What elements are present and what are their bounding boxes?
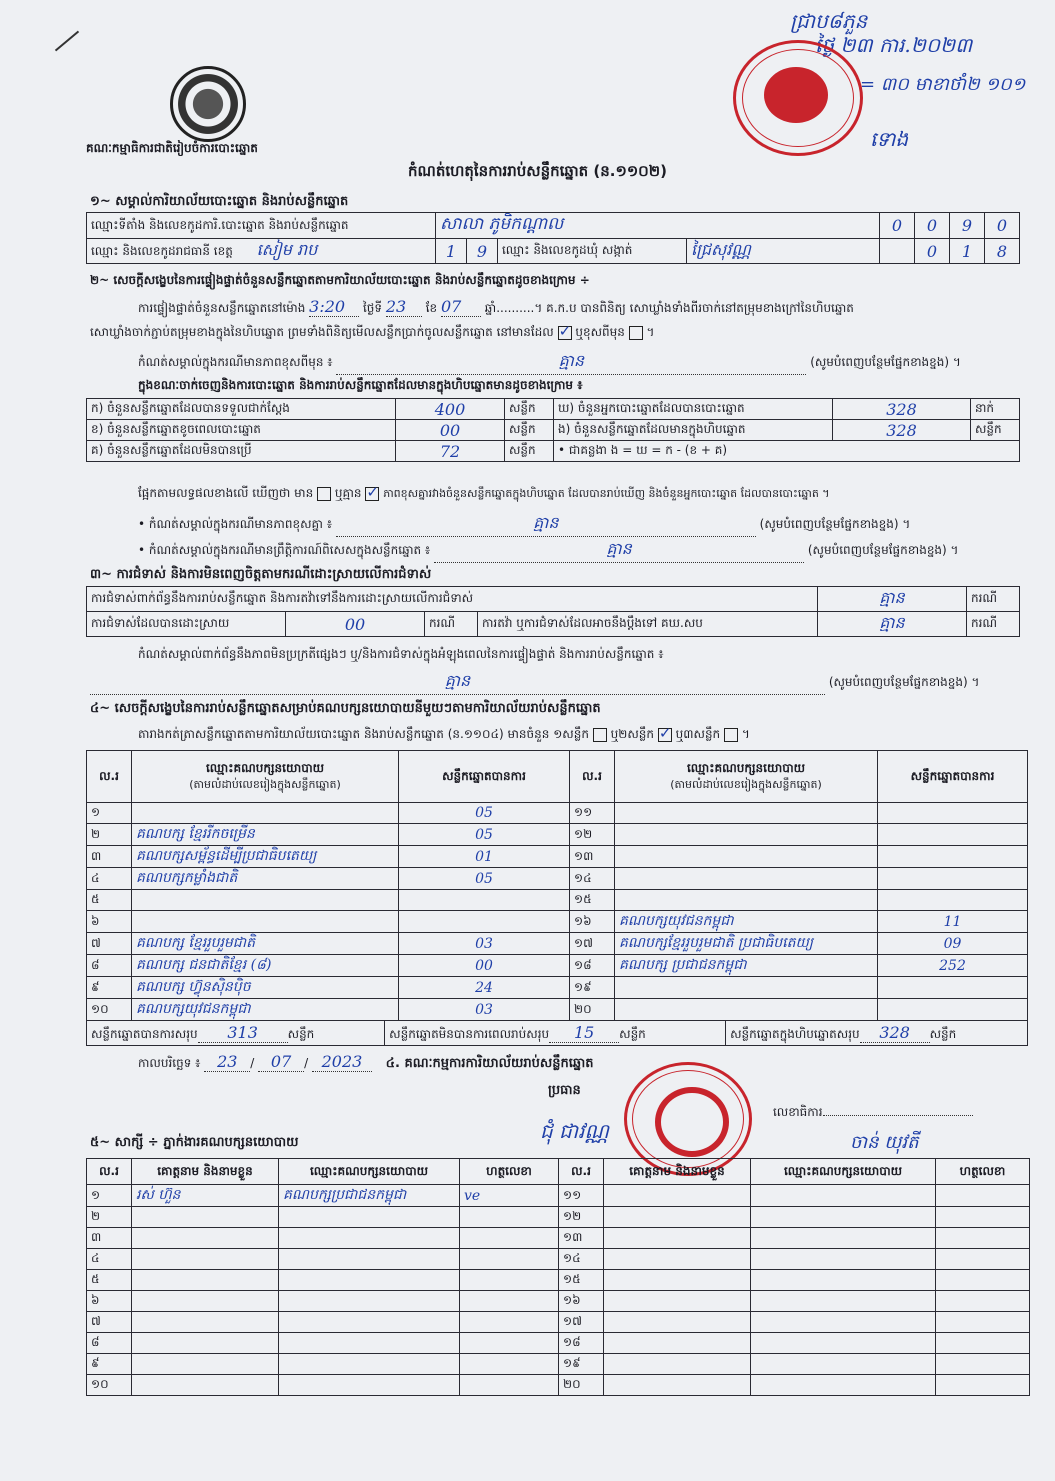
- party-name: [615, 803, 878, 824]
- witness-party: [751, 1312, 936, 1333]
- witness-name: [132, 1291, 279, 1312]
- party-votes: [399, 911, 570, 933]
- party-no: ១២: [570, 824, 615, 846]
- party-no: ១៨: [570, 955, 615, 977]
- witness-name: [604, 1375, 751, 1396]
- witness-party: [279, 1249, 460, 1270]
- secretary-signature: ចាន់ យុវតី: [850, 1132, 919, 1153]
- party-no: ១៩: [570, 977, 615, 999]
- party-no: ២: [87, 824, 132, 846]
- witness-no: ១: [87, 1185, 132, 1207]
- witness-party: [279, 1333, 460, 1354]
- witness-no: ៥: [87, 1270, 132, 1291]
- location-code-4: 0: [985, 213, 1020, 239]
- witness-signature: [936, 1228, 1030, 1249]
- party-votes: 05: [399, 803, 570, 824]
- witness-signature: [936, 1312, 1030, 1333]
- three-sheets-checkbox[interactable]: [724, 728, 738, 742]
- party-no: ១៣: [570, 846, 615, 868]
- box-ballots-value: 328: [833, 420, 971, 441]
- witness-signature: [460, 1207, 559, 1228]
- section-3-note-value: គ្មាន: [90, 670, 825, 695]
- witness-no: ៣: [87, 1228, 132, 1249]
- party-votes: 01: [399, 846, 570, 868]
- witness-no: ២០: [559, 1375, 604, 1396]
- location-code-2: 0: [915, 213, 950, 239]
- witness-signature: [936, 1291, 1030, 1312]
- table-row: [87, 890, 1028, 911]
- witness-name: [604, 1207, 751, 1228]
- received-ballots-label: ក) ចំនួនសន្លឹកឆ្នោតដែលបានទទួលជាក់ស្តែង: [87, 399, 396, 420]
- section-2-line-1: ការផ្ទៀងផ្ទាត់ចំនួនសន្លឹកឆ្នោតនៅម៉ោង 3:20 ថ្ងៃទី 23 ខែ 07 ឆ្នាំ..........។ គ.ក.ប បានពិនិត្យ សោឃ្លាំងទាំងពីរចាក់នៅតម្រុមខាងក្រៅនៃហិបឆ្នោត: [138, 297, 854, 316]
- witness-no: ៩: [87, 1354, 132, 1375]
- table-row: [87, 1375, 1030, 1396]
- party-votes: [878, 846, 1028, 868]
- party-votes: [878, 868, 1028, 890]
- table-row: [87, 868, 1028, 890]
- witness-signature: [460, 1333, 559, 1354]
- party-no: ៦: [87, 911, 132, 933]
- handwritten-note-4: ទោង: [870, 127, 909, 151]
- witness-name: [132, 1270, 279, 1291]
- section-2-line-2: សោឃ្លាំងចាក់ភ្ជាប់តម្រុមខាងក្នុងនៃហិបឆ្នោត ព្រមទាំងពិនិត្យមើលសន្លឹកប្រាក់ចូលសន្លឹកឆ្នោត នៅមានដែល ✓ ឬខុសពីមុន ។: [90, 324, 654, 342]
- witness-no: ១៤: [559, 1249, 604, 1270]
- party-name: [615, 868, 878, 890]
- resolved-value: 00: [286, 612, 425, 637]
- party-name: គណបក្ស ខ្មែររីកចម្រើន: [132, 824, 399, 846]
- party-votes: [878, 890, 1028, 911]
- party-no: ១១: [570, 803, 615, 824]
- received-ballots-value: 400: [396, 399, 505, 420]
- province-label: ឈ្មោះ និងលេខកូដរាជធានី ខេត្ត សៀម រាប: [87, 239, 436, 264]
- witness-signature: [460, 1312, 559, 1333]
- two-sheets-checkbox[interactable]: [658, 728, 672, 742]
- difference-note-value: គ្មាន: [336, 512, 756, 537]
- witness-signature: [936, 1185, 1030, 1207]
- emblem-icon: [170, 66, 246, 142]
- party-no: ៩: [87, 977, 132, 999]
- witness-signature: [460, 1228, 559, 1249]
- party-votes: [399, 890, 570, 911]
- witness-no: ១៩: [559, 1354, 604, 1375]
- party-votes: [878, 999, 1028, 1021]
- commune-code-1: 0: [915, 239, 950, 264]
- witness-party: [279, 1291, 460, 1312]
- witness-signature: [936, 1354, 1030, 1375]
- witness-no: ២: [87, 1207, 132, 1228]
- party-name: គណបក្សខ្មែររួបរួមជាតិ ប្រជាធិបតេយ្យ: [615, 933, 878, 955]
- witness-name: [604, 1249, 751, 1270]
- table-row: [87, 977, 1028, 999]
- party-name: គណបក្សយុវជនកម្ពុជា: [132, 999, 399, 1021]
- table-row: [87, 1228, 1030, 1249]
- party-votes: 03: [399, 999, 570, 1021]
- box-ballots-label: ង) ចំនួនសន្លឹកឆ្នោតដែលមានក្នុងហិបឆ្នោត: [554, 420, 833, 441]
- witness-name: [604, 1291, 751, 1312]
- witness-name: រស់ ហ៊ួន: [132, 1185, 279, 1207]
- day-value: 23: [386, 297, 422, 317]
- date-day: 23: [204, 1052, 250, 1072]
- party-name: គណបក្ស ហ៊្វុនស៊ិនប៉ិច: [132, 977, 399, 999]
- witness-no: ១០: [87, 1375, 132, 1396]
- location-code-3: 9: [950, 213, 985, 239]
- witness-table: ល.រ គោត្តនាម និងនាមខ្លួន ឈ្មោះគណបក្សនយោបាយ ហត្ថលេខា ល.រ គោត្តនាម និងនាមខ្លួន ឈ្មោះគណបក្សនយោបាយ ហត្ថលេខា ១ រស់ ហ៊ួន គណបក្សប្រជាជនកម្ពុជា ve ១១ ២ ១២ ៣ ១៣ ៤ ១៤ ៥ ១៥ ៦ ១៦ ៧ ១៧ ៨ ១៨ ៩ ១៩ ១០ ២០: [86, 1158, 1030, 1396]
- section-2-result: ផ្អែកតាមលទ្ធផលខាងលើ ឃើញថា មាន ឬគ្មាន ✓ ភាពខុសគ្នារវាងចំនួនសន្លឹកឆ្នោតក្នុងហិបឆ្នោត ដែលបានរាប់ឃើញ និងចំនួនអ្នកបោះឆ្នោត ដែលបានបោះឆ្នោត ។: [138, 485, 830, 503]
- section-2-note-value: គ្មាន: [336, 350, 806, 375]
- party-name: [132, 911, 399, 933]
- witness-signature: [460, 1249, 559, 1270]
- party-name: [615, 846, 878, 868]
- witness-no: ៨: [87, 1333, 132, 1354]
- witness-name: [132, 1249, 279, 1270]
- party-votes: 252: [878, 955, 1028, 977]
- witness-party: [751, 1207, 936, 1228]
- commune-value: ជ្រៃសុវណ្ណ: [687, 239, 880, 264]
- handwritten-note-1: ជ្រាប៨ភួន: [790, 9, 868, 33]
- formula-label: • ជាគន្លងា ង = ឃ = ក - (ខ + គ): [554, 441, 1020, 462]
- witness-signature: [936, 1249, 1030, 1270]
- witness-name: [132, 1354, 279, 1375]
- party-no: ៥: [87, 890, 132, 911]
- date-month: 07: [258, 1052, 304, 1072]
- commune-code-2: 1: [950, 239, 985, 264]
- exception-note-value: គ្មាន: [434, 538, 804, 563]
- party-votes: 24: [399, 977, 570, 999]
- witness-signature: [936, 1333, 1030, 1354]
- table-row: [87, 1185, 1030, 1207]
- witness-signature: [460, 1354, 559, 1375]
- pen-mark: [55, 31, 79, 52]
- appeal-value: គ្មាន: [818, 612, 967, 637]
- witness-name: [604, 1228, 751, 1249]
- spoiled-ballots-label: ខ) ចំនួនសន្លឹកឆ្នោតខូចពេលបោះឆ្នោត: [87, 420, 396, 441]
- section-3-heading: ៣~ ការជំទាស់ និងការមិនពេញចិត្តតាមករណីដោះស្រាយលើការជំទាស់: [90, 567, 432, 582]
- handwritten-note-2: ថ្ងៃ ២៣ ការ.២០២៣: [815, 33, 973, 57]
- no-difference-checkbox[interactable]: [365, 487, 379, 501]
- party-votes: [878, 824, 1028, 846]
- official-seal-top: [733, 40, 863, 156]
- witness-no: ៦: [87, 1291, 132, 1312]
- location-label: ឈ្មោះទីតាំង និងលេខកូដការិ.បោះឆ្នោត និងរាប់សន្លឹកឆ្នោត: [87, 213, 436, 239]
- witness-party: គណបក្សប្រជាជនកម្ពុជា: [279, 1185, 460, 1207]
- one-sheet-checkbox[interactable]: [593, 728, 607, 742]
- commune-label: ឈ្មោះ និងលេខកូដឃុំ សង្កាត់: [498, 239, 687, 264]
- witness-no: ៤: [87, 1249, 132, 1270]
- unused-ballots-value: 72: [396, 441, 505, 462]
- chief-signature: ជុំ ជាវណ្ណ: [540, 1119, 609, 1143]
- party-name: [132, 803, 399, 824]
- seal-intact-checkbox[interactable]: [558, 326, 572, 340]
- table-row: [87, 911, 1028, 933]
- witness-no: ១១: [559, 1185, 604, 1207]
- party-votes: 09: [878, 933, 1028, 955]
- witness-party: [751, 1185, 936, 1207]
- witness-signature: [460, 1270, 559, 1291]
- party-name: [615, 977, 878, 999]
- party-name: [615, 824, 878, 846]
- party-name: គណបក្ស ប្រជាជនកម្ពុជា: [615, 955, 878, 977]
- witness-no: ១៥: [559, 1270, 604, 1291]
- party-name: គណបក្ស ខ្មែររួបរួមជាតិ: [132, 933, 399, 955]
- party-no: ៣: [87, 846, 132, 868]
- witness-name: [132, 1228, 279, 1249]
- witness-no: ១៧: [559, 1312, 604, 1333]
- witness-party: [279, 1375, 460, 1396]
- witness-party: [751, 1249, 936, 1270]
- witness-party: [751, 1354, 936, 1375]
- witness-signature: [936, 1270, 1030, 1291]
- party-no: ៧: [87, 933, 132, 955]
- witness-name: [604, 1333, 751, 1354]
- table-row: [87, 803, 1028, 824]
- chief-label: ប្រធាន: [548, 1083, 581, 1098]
- month-value: 07: [441, 297, 481, 317]
- party-name: គណបក្សយុវជនកម្ពុជា: [615, 911, 878, 933]
- section-2-heading: ២~ សេចក្ដីសង្ខេបនៃការផ្ទៀងផ្ទាត់ចំនួនសន្លឹកឆ្នោតតាមការិយាល័យបោះឆ្នោត និងរាប់សន្លឹកឆ្នោតដូចខាងក្រោម ÷: [90, 273, 590, 287]
- province-code-2: 9: [467, 239, 498, 264]
- witness-signature: [460, 1375, 559, 1396]
- section-1-table: [86, 212, 1020, 264]
- party-votes: 03: [399, 933, 570, 955]
- witness-party: [279, 1270, 460, 1291]
- total-box-value: 328: [860, 1023, 930, 1043]
- objection-label: ការជំទាស់ពាក់ព័ន្ធនឹងការរាប់សន្លឹកឆ្នោត និងការតវ៉ាទៅនឹងការដោះស្រាយលើការជំទាស់: [87, 587, 818, 612]
- witness-party: [751, 1291, 936, 1312]
- witness-signature: [460, 1291, 559, 1312]
- objection-table: ការជំទាស់ពាក់ព័ន្ធនឹងការរាប់សន្លឹកឆ្នោត និងការតវ៉ាទៅនឹងការដោះស្រាយលើការជំទាស់ គ្មាន ករណី ការជំទាស់ដែលបានដោះស្រាយ 00 ករណី ការតវ៉ា ឬការជំទាស់ដែលអាចនឹងប្ដឹងទៅ គឃ.សប គ្មាន ករណី: [86, 586, 1020, 637]
- location-code-1: 0: [880, 213, 915, 239]
- vote-totals-table: សន្លឹកឆ្នោតបានការសរុប 313 សន្លឹក សន្លឹកឆ្នោតមិនបានការពេលរាប់សរុប 15 សន្លឹក សន្លឹកឆ្នោតក្នុងហិបឆ្នោតសរុប 328 សន្លឹក: [86, 1020, 1028, 1046]
- table-row: [87, 846, 1028, 868]
- table-row: [87, 1333, 1030, 1354]
- party-no: ២០: [570, 999, 615, 1021]
- ballot-summary-table: ក) ចំនួនសន្លឹកឆ្នោតដែលបានទទួលជាក់ស្តែង 400 សន្លឹក ឃ) ចំនួនអ្នកបោះឆ្នោតដែលបានបោះឆ្នោត 328 នាក់ ខ) ចំនួនសន្លឹកឆ្នោតខូចពេលបោះឆ្នោត 00 សន្លឹក ង) ចំនួនសន្លឹកឆ្នោតដែលមានក្នុងហិបឆ្នោត 328 សន្លឹក គ) ចំនួនសន្លឹកឆ្នោតដែលមិនបានប្រើ 72 សន្លឹក • ជាគន្លងា ង = ឃ = ក - (ខ + គ): [86, 398, 1020, 462]
- witness-name: [604, 1185, 751, 1207]
- witness-name: [132, 1312, 279, 1333]
- party-no: ៨: [87, 955, 132, 977]
- party-name: គណបក្សកម្លាំងជាតិ: [132, 868, 399, 890]
- witness-party: [751, 1228, 936, 1249]
- witness-no: ១៦: [559, 1291, 604, 1312]
- witness-name: [132, 1333, 279, 1354]
- exception-note: • កំណត់សម្គាល់ក្នុងករណីមានព្រឹត្តិការណ៍ពិសេសក្នុងសន្លឹកឆ្នោត ៖ គ្មាន (សូមបំពេញបន្ថែមផ្នែកខាងខ្នង) ។: [138, 538, 1018, 563]
- table-row: [87, 1270, 1030, 1291]
- party-name: [615, 890, 878, 911]
- witness-name: [604, 1270, 751, 1291]
- org-name: គណៈកម្មាធិការជាតិរៀបចំការបោះឆ្នោត: [86, 141, 258, 155]
- party-votes: 05: [399, 868, 570, 890]
- witness-no: ១២: [559, 1207, 604, 1228]
- section-2-note: កំណត់សម្គាល់ក្នុងករណីមានភាពខុសពីមុន ៖ គ្មាន (សូមបំពេញបន្ថែមផ្នែកខាងខ្នង) ។: [138, 350, 1018, 375]
- party-no: ១៥: [570, 890, 615, 911]
- has-difference-checkbox[interactable]: [317, 487, 331, 501]
- table-row: [87, 1249, 1030, 1270]
- table-row: [87, 1207, 1030, 1228]
- date-year: 2023: [312, 1052, 372, 1072]
- appeal-label: ការតវ៉ា ឬការជំទាស់ដែលអាចនឹងប្ដឹងទៅ គឃ.សប: [478, 612, 818, 637]
- party-name: [132, 890, 399, 911]
- witness-signature: [936, 1375, 1030, 1396]
- form-title: កំណត់ហេតុនៃការរាប់សន្លឹកឆ្នោត (ន.១១០២): [408, 162, 668, 180]
- witness-no: ១៨: [559, 1333, 604, 1354]
- party-votes: [878, 803, 1028, 824]
- witness-party: [279, 1354, 460, 1375]
- section-4-intro: តារាងកត់ត្រាសន្លឹកឆ្នោតតាមការិយាល័យបោះឆ្នោត និងរាប់សន្លឹកឆ្នោត (ន.១១០៤) មានចំនួន ១សន្លឹក ឬ២សន្លឹក ✓ ឬ៣សន្លឹក ។: [138, 726, 750, 744]
- party-no: ១៧: [570, 933, 615, 955]
- section-5-heading: ៥~ សាក្សី ÷ ភ្នាក់ងារគណបក្សនយោបាយ: [90, 1135, 299, 1150]
- party-no: ១៦: [570, 911, 615, 933]
- witness-party: [751, 1375, 936, 1396]
- witness-no: ១៣: [559, 1228, 604, 1249]
- section-3-note: កំណត់សម្គាល់ពាក់ព័ន្ធនឹងភាពមិនប្រក្រតីផ្សេងៗ ឬ/និងការជំទាស់ក្នុងអំឡុងពេលនៃការផ្ទៀងផ្ទាត់ និងការរាប់សន្លឹកឆ្នោត ៖: [138, 647, 664, 661]
- table-row: [87, 824, 1028, 846]
- party-no: ១៤: [570, 868, 615, 890]
- witness-party: [751, 1333, 936, 1354]
- party-name: គណបក្សសម្ព័ន្ធដើម្បីប្រជាធិបតេយ្យ: [132, 846, 399, 868]
- table-row: [87, 1312, 1030, 1333]
- witness-party: [279, 1207, 460, 1228]
- witness-signature: [936, 1207, 1030, 1228]
- total-valid-value: 313: [198, 1023, 288, 1043]
- witness-name: [604, 1312, 751, 1333]
- section-4-heading: ៤~ សេចក្ដីសង្ខេបនៃការរាប់សន្លឹកឆ្នោតសម្រាប់គណបក្សនយោបាយនីមួយៗតាមការិយាល័យរាប់សន្លឹកឆ្នោត: [90, 701, 601, 716]
- party-no: ១: [87, 803, 132, 824]
- witness-signature: ve: [460, 1185, 559, 1207]
- handwritten-note-3: = ៣០ មាខាថាំ២ ១០១: [860, 74, 1026, 95]
- party-votes: 11: [878, 911, 1028, 933]
- table-row: [87, 999, 1028, 1021]
- time-value: 3:20: [309, 297, 359, 317]
- party-no: ៤: [87, 868, 132, 890]
- party-votes: [878, 977, 1028, 999]
- witness-no: ៧: [87, 1312, 132, 1333]
- province-value: សៀម រាប: [256, 240, 318, 259]
- witness-party: [279, 1312, 460, 1333]
- spoiled-ballots-value: 00: [396, 420, 505, 441]
- witness-party: [279, 1228, 460, 1249]
- party-name: គណបក្ស ជនជាតិខ្មែរ (៨): [132, 955, 399, 977]
- witness-party: [751, 1270, 936, 1291]
- table-row: [87, 955, 1028, 977]
- section-2-intro: ក្នុងខណៈចាក់ចេញនិងការបោះឆ្នោត និងការរាប់សន្លឹកឆ្នោតដែលមានក្នុងហិបឆ្នោតមានដូចខាងក្រោម ៖: [138, 378, 583, 392]
- section-3-note-line: គ្មាន (សូមបំពេញបន្ថែមផ្នែកខាងខ្នង) ។: [90, 670, 1020, 695]
- party-votes: 05: [399, 824, 570, 846]
- unused-ballots-label: គ) ចំនួនសន្លឹកឆ្នោតដែលមិនបានប្រើ: [87, 441, 396, 462]
- secretary-label: លេខាធិការ: [773, 1104, 973, 1122]
- commune-code-3: 8: [985, 239, 1020, 264]
- voters-label: ឃ) ចំនួនអ្នកបោះឆ្នោតដែលបានបោះឆ្នោត: [554, 399, 833, 420]
- witness-name: [132, 1375, 279, 1396]
- date-line: កាលបរិច្ឆេទ ៖ 23 / 07 / 2023 ៤. គណៈកម្មការការិយាល័យរាប់សន្លឹកឆ្នោត: [138, 1052, 594, 1071]
- resolved-label: ការជំទាស់ដែលបានដោះស្រាយ: [87, 612, 286, 637]
- difference-note: • កំណត់សម្គាល់ក្នុងករណីមានភាពខុសគ្នា ៖ គ្មាន (សូមបំពេញបន្ថែមផ្នែកខាងខ្នង) ។: [138, 512, 1018, 537]
- voters-value: 328: [833, 399, 971, 420]
- witness-name: [132, 1207, 279, 1228]
- location-value: សាលា ភូមិកណ្ដាល: [436, 213, 880, 239]
- seal-changed-checkbox[interactable]: [629, 326, 643, 340]
- table-row: [87, 1354, 1030, 1375]
- table-row: [87, 1291, 1030, 1312]
- party-name: [615, 999, 878, 1021]
- province-code-1: 1: [436, 239, 467, 264]
- objection-value: គ្មាន: [818, 587, 967, 612]
- party-votes: 00: [399, 955, 570, 977]
- vote-count-table: ល.រ ឈ្មោះគណបក្សនយោបាយ (តាមលំដាប់លេខរៀងក្នុងសន្លឹកឆ្នោត) សន្លឹកឆ្នោតបានការ ល.រ ឈ្មោះគណបក្សនយោបាយ (តាមលំដាប់លេខរៀងក្នុងសន្លឹកឆ្នោត) សន្លឹកឆ្នោតបានការ ១ 05 ១១ ២ គណបក្ស ខ្មែររីកចម្រើន 05 ១២ ៣ គណបក្សសម្ព័ន្ធដើម្បីប្រជាធិបតេយ្យ 01 ១៣ ៤ គណបក្សកម្លាំងជាតិ 05 ១៤ ៥ ១៥ ៦ ១៦ គណបក្សយុវជនកម្ពុជា 11 ៧ គណបក្ស ខ្មែររួបរួមជាតិ 03 ១៧ គណបក្សខ្មែររួបរួមជាតិ ប្រជាធិបតេយ្យ 09 ៨ គណបក្ស ជនជាតិខ្មែរ (៨) 00 ១៨ គណបក្ស ប្រជាជនកម្ពុជា 252 ៩ គណបក្ស ហ៊្វុនស៊ិនប៉ិច 24 ១៩ ១០ គណបក្សយុវជនកម្ពុជា 03 ២០: [86, 750, 1028, 1021]
- section-1-heading: ១~ សម្គាល់ការិយាល័យបោះឆ្នោត និងរាប់សន្លឹកឆ្នោត: [90, 194, 349, 209]
- party-no: ១០: [87, 999, 132, 1021]
- table-row: [87, 933, 1028, 955]
- witness-name: [604, 1354, 751, 1375]
- total-invalid-value: 15: [549, 1023, 619, 1043]
